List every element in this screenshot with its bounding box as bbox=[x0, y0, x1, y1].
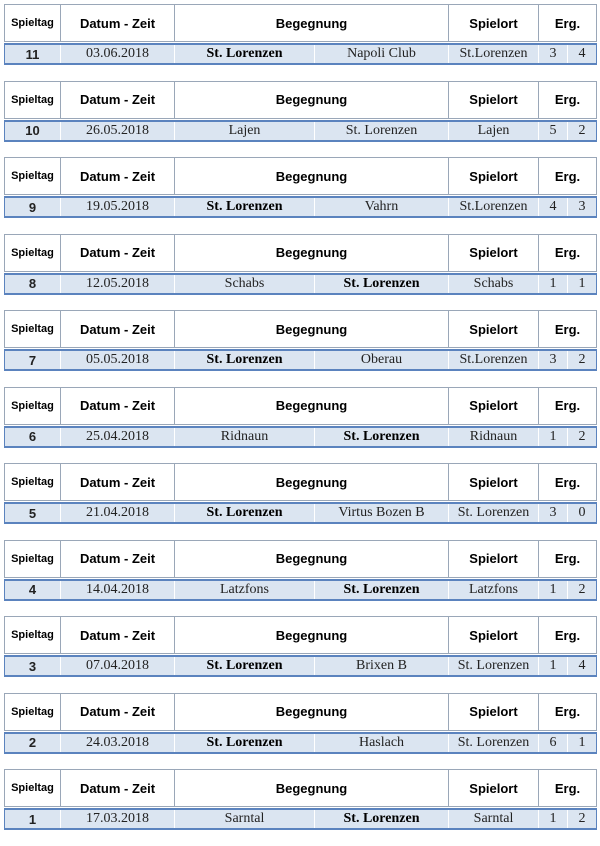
spieltag-cell: 5 bbox=[5, 503, 61, 523]
header-row bbox=[5, 770, 597, 807]
header-spieltag: Spieltag bbox=[5, 540, 61, 577]
header-table bbox=[4, 157, 597, 195]
header-spieltag: Spieltag bbox=[5, 693, 61, 730]
tore-gast-cell: 1 bbox=[568, 733, 597, 753]
header-spieltag: Spieltag bbox=[5, 158, 61, 195]
header-datum-zeit: Datum - Zeit bbox=[61, 387, 175, 424]
datum-cell: 25.04.2018 bbox=[61, 427, 175, 447]
header-row bbox=[5, 158, 597, 195]
header-datum-zeit: Datum - Zeit bbox=[61, 81, 175, 118]
header-row bbox=[5, 81, 597, 118]
header-spielort: Spielort bbox=[449, 540, 539, 577]
header-datum-zeit: Datum - Zeit bbox=[61, 234, 175, 271]
header-datum-zeit: Datum - Zeit bbox=[61, 770, 175, 807]
match-row bbox=[4, 43, 597, 65]
datum-cell: 21.04.2018 bbox=[61, 503, 175, 523]
header-row bbox=[5, 387, 597, 424]
tore-gast-cell: 4 bbox=[568, 44, 597, 64]
match-row bbox=[4, 273, 597, 295]
match-block bbox=[4, 4, 596, 67]
datum-cell: 05.05.2018 bbox=[61, 350, 175, 370]
tore-gast-cell: 0 bbox=[568, 503, 597, 523]
match-block bbox=[4, 616, 596, 679]
header-spielort: Spielort bbox=[449, 464, 539, 501]
match-row bbox=[4, 196, 597, 218]
header-begegnung: Begegnung bbox=[175, 540, 449, 577]
header-spielort: Spielort bbox=[449, 770, 539, 807]
match-row bbox=[4, 579, 597, 601]
tore-gast-cell: 4 bbox=[568, 656, 597, 676]
spieltag-cell: 2 bbox=[5, 733, 61, 753]
header-spielort: Spielort bbox=[449, 693, 539, 730]
gast-team-cell: Oberau bbox=[315, 350, 449, 370]
header-datum-zeit: Datum - Zeit bbox=[61, 464, 175, 501]
spielort-cell: St. Lorenzen bbox=[449, 503, 539, 523]
match-row bbox=[4, 120, 597, 142]
header-ergebnis: Erg. bbox=[539, 617, 597, 654]
spieltag-cell: 1 bbox=[5, 809, 61, 829]
heim-team-cell: St. Lorenzen bbox=[175, 503, 315, 523]
spieltag-cell: 7 bbox=[5, 350, 61, 370]
tore-heim-cell: 3 bbox=[539, 503, 568, 523]
tore-heim-cell: 1 bbox=[539, 809, 568, 829]
spielort-cell: Ridnaun bbox=[449, 427, 539, 447]
header-spielort: Spielort bbox=[449, 311, 539, 348]
header-begegnung: Begegnung bbox=[175, 693, 449, 730]
heim-team-cell: St. Lorenzen bbox=[175, 733, 315, 753]
heim-team-cell: St. Lorenzen bbox=[175, 197, 315, 217]
header-spielort: Spielort bbox=[449, 158, 539, 195]
header-row bbox=[5, 234, 597, 271]
header-datum-zeit: Datum - Zeit bbox=[61, 311, 175, 348]
header-begegnung: Begegnung bbox=[175, 81, 449, 118]
header-table bbox=[4, 387, 597, 425]
header-row bbox=[5, 311, 597, 348]
datum-cell: 12.05.2018 bbox=[61, 274, 175, 294]
heim-team-cell: Ridnaun bbox=[175, 427, 315, 447]
header-ergebnis: Erg. bbox=[539, 234, 597, 271]
header-row bbox=[5, 464, 597, 501]
header-table bbox=[4, 81, 597, 119]
header-table bbox=[4, 540, 597, 578]
header-table bbox=[4, 693, 597, 731]
header-begegnung: Begegnung bbox=[175, 464, 449, 501]
tore-gast-cell: 2 bbox=[568, 350, 597, 370]
gast-team-cell: St. Lorenzen bbox=[315, 809, 449, 829]
header-ergebnis: Erg. bbox=[539, 464, 597, 501]
gast-team-cell: Vahrn bbox=[315, 197, 449, 217]
header-datum-zeit: Datum - Zeit bbox=[61, 158, 175, 195]
spielort-cell: Schabs bbox=[449, 274, 539, 294]
spieltag-cell: 11 bbox=[5, 44, 61, 64]
gast-team-cell: St. Lorenzen bbox=[315, 427, 449, 447]
tore-heim-cell: 3 bbox=[539, 44, 568, 64]
heim-team-cell: St. Lorenzen bbox=[175, 44, 315, 64]
header-spieltag: Spieltag bbox=[5, 81, 61, 118]
heim-team-cell: Schabs bbox=[175, 274, 315, 294]
spielort-cell: Latzfons bbox=[449, 580, 539, 600]
datum-cell: 19.05.2018 bbox=[61, 197, 175, 217]
tore-heim-cell: 1 bbox=[539, 580, 568, 600]
tore-heim-cell: 5 bbox=[539, 121, 568, 141]
schedule-sheet bbox=[4, 4, 596, 846]
header-spieltag: Spieltag bbox=[5, 617, 61, 654]
tore-gast-cell: 2 bbox=[568, 427, 597, 447]
header-ergebnis: Erg. bbox=[539, 387, 597, 424]
header-spieltag: Spieltag bbox=[5, 5, 61, 42]
gast-team-cell: Virtus Bozen B bbox=[315, 503, 449, 523]
match-block bbox=[4, 234, 596, 297]
spieltag-cell: 8 bbox=[5, 274, 61, 294]
tore-heim-cell: 6 bbox=[539, 733, 568, 753]
tore-heim-cell: 3 bbox=[539, 350, 568, 370]
gast-team-cell: Napoli Club bbox=[315, 44, 449, 64]
spieltag-cell: 9 bbox=[5, 197, 61, 217]
datum-cell: 07.04.2018 bbox=[61, 656, 175, 676]
tore-gast-cell: 2 bbox=[568, 580, 597, 600]
header-spieltag: Spieltag bbox=[5, 770, 61, 807]
match-block bbox=[4, 540, 596, 603]
spielort-cell: St. Lorenzen bbox=[449, 656, 539, 676]
heim-team-cell: Sarntal bbox=[175, 809, 315, 829]
tore-heim-cell: 1 bbox=[539, 427, 568, 447]
header-begegnung: Begegnung bbox=[175, 311, 449, 348]
header-datum-zeit: Datum - Zeit bbox=[61, 617, 175, 654]
header-begegnung: Begegnung bbox=[175, 770, 449, 807]
spieltag-cell: 3 bbox=[5, 656, 61, 676]
spielort-cell: St.Lorenzen bbox=[449, 44, 539, 64]
match-row bbox=[4, 808, 597, 830]
spieltag-cell: 6 bbox=[5, 427, 61, 447]
heim-team-cell: Latzfons bbox=[175, 580, 315, 600]
header-spielort: Spielort bbox=[449, 387, 539, 424]
match-row bbox=[4, 655, 597, 677]
spielort-cell: St. Lorenzen bbox=[449, 733, 539, 753]
gast-team-cell: St. Lorenzen bbox=[315, 274, 449, 294]
match-block bbox=[4, 81, 596, 144]
header-datum-zeit: Datum - Zeit bbox=[61, 5, 175, 42]
match-block bbox=[4, 387, 596, 450]
header-row bbox=[5, 617, 597, 654]
header-ergebnis: Erg. bbox=[539, 311, 597, 348]
header-ergebnis: Erg. bbox=[539, 770, 597, 807]
match-block bbox=[4, 157, 596, 220]
datum-cell: 17.03.2018 bbox=[61, 809, 175, 829]
gast-team-cell: Haslach bbox=[315, 733, 449, 753]
tore-gast-cell: 2 bbox=[568, 121, 597, 141]
match-row bbox=[4, 349, 597, 371]
header-ergebnis: Erg. bbox=[539, 158, 597, 195]
spieltag-cell: 4 bbox=[5, 580, 61, 600]
datum-cell: 14.04.2018 bbox=[61, 580, 175, 600]
spieltag-cell: 10 bbox=[5, 121, 61, 141]
header-ergebnis: Erg. bbox=[539, 5, 597, 42]
header-begegnung: Begegnung bbox=[175, 617, 449, 654]
header-spielort: Spielort bbox=[449, 234, 539, 271]
header-spielort: Spielort bbox=[449, 81, 539, 118]
spielort-cell: Lajen bbox=[449, 121, 539, 141]
header-table bbox=[4, 234, 597, 272]
header-table bbox=[4, 769, 597, 807]
header-begegnung: Begegnung bbox=[175, 234, 449, 271]
tore-heim-cell: 1 bbox=[539, 656, 568, 676]
header-table bbox=[4, 463, 597, 501]
header-datum-zeit: Datum - Zeit bbox=[61, 693, 175, 730]
spielort-cell: Sarntal bbox=[449, 809, 539, 829]
header-spielort: Spielort bbox=[449, 617, 539, 654]
match-block bbox=[4, 769, 596, 832]
tore-heim-cell: 4 bbox=[539, 197, 568, 217]
tore-heim-cell: 1 bbox=[539, 274, 568, 294]
header-spieltag: Spieltag bbox=[5, 464, 61, 501]
header-begegnung: Begegnung bbox=[175, 387, 449, 424]
spielort-cell: St.Lorenzen bbox=[449, 350, 539, 370]
heim-team-cell: Lajen bbox=[175, 121, 315, 141]
tore-gast-cell: 2 bbox=[568, 809, 597, 829]
gast-team-cell: St. Lorenzen bbox=[315, 580, 449, 600]
header-row bbox=[5, 5, 597, 42]
header-table bbox=[4, 310, 597, 348]
match-block bbox=[4, 693, 596, 756]
header-begegnung: Begegnung bbox=[175, 158, 449, 195]
gast-team-cell: Brixen B bbox=[315, 656, 449, 676]
heim-team-cell: St. Lorenzen bbox=[175, 350, 315, 370]
match-block bbox=[4, 310, 596, 373]
datum-cell: 03.06.2018 bbox=[61, 44, 175, 64]
heim-team-cell: St. Lorenzen bbox=[175, 656, 315, 676]
tore-gast-cell: 3 bbox=[568, 197, 597, 217]
tore-gast-cell: 1 bbox=[568, 274, 597, 294]
header-ergebnis: Erg. bbox=[539, 693, 597, 730]
header-spielort: Spielort bbox=[449, 5, 539, 42]
match-row bbox=[4, 502, 597, 524]
datum-cell: 26.05.2018 bbox=[61, 121, 175, 141]
header-row bbox=[5, 693, 597, 730]
header-row bbox=[5, 540, 597, 577]
header-begegnung: Begegnung bbox=[175, 5, 449, 42]
spielort-cell: St.Lorenzen bbox=[449, 197, 539, 217]
match-block bbox=[4, 463, 596, 526]
header-spieltag: Spieltag bbox=[5, 234, 61, 271]
header-spieltag: Spieltag bbox=[5, 387, 61, 424]
match-row bbox=[4, 732, 597, 754]
header-datum-zeit: Datum - Zeit bbox=[61, 540, 175, 577]
header-table bbox=[4, 616, 597, 654]
header-ergebnis: Erg. bbox=[539, 81, 597, 118]
datum-cell: 24.03.2018 bbox=[61, 733, 175, 753]
header-spieltag: Spieltag bbox=[5, 311, 61, 348]
match-row bbox=[4, 426, 597, 448]
header-ergebnis: Erg. bbox=[539, 540, 597, 577]
header-table bbox=[4, 4, 597, 42]
gast-team-cell: St. Lorenzen bbox=[315, 121, 449, 141]
